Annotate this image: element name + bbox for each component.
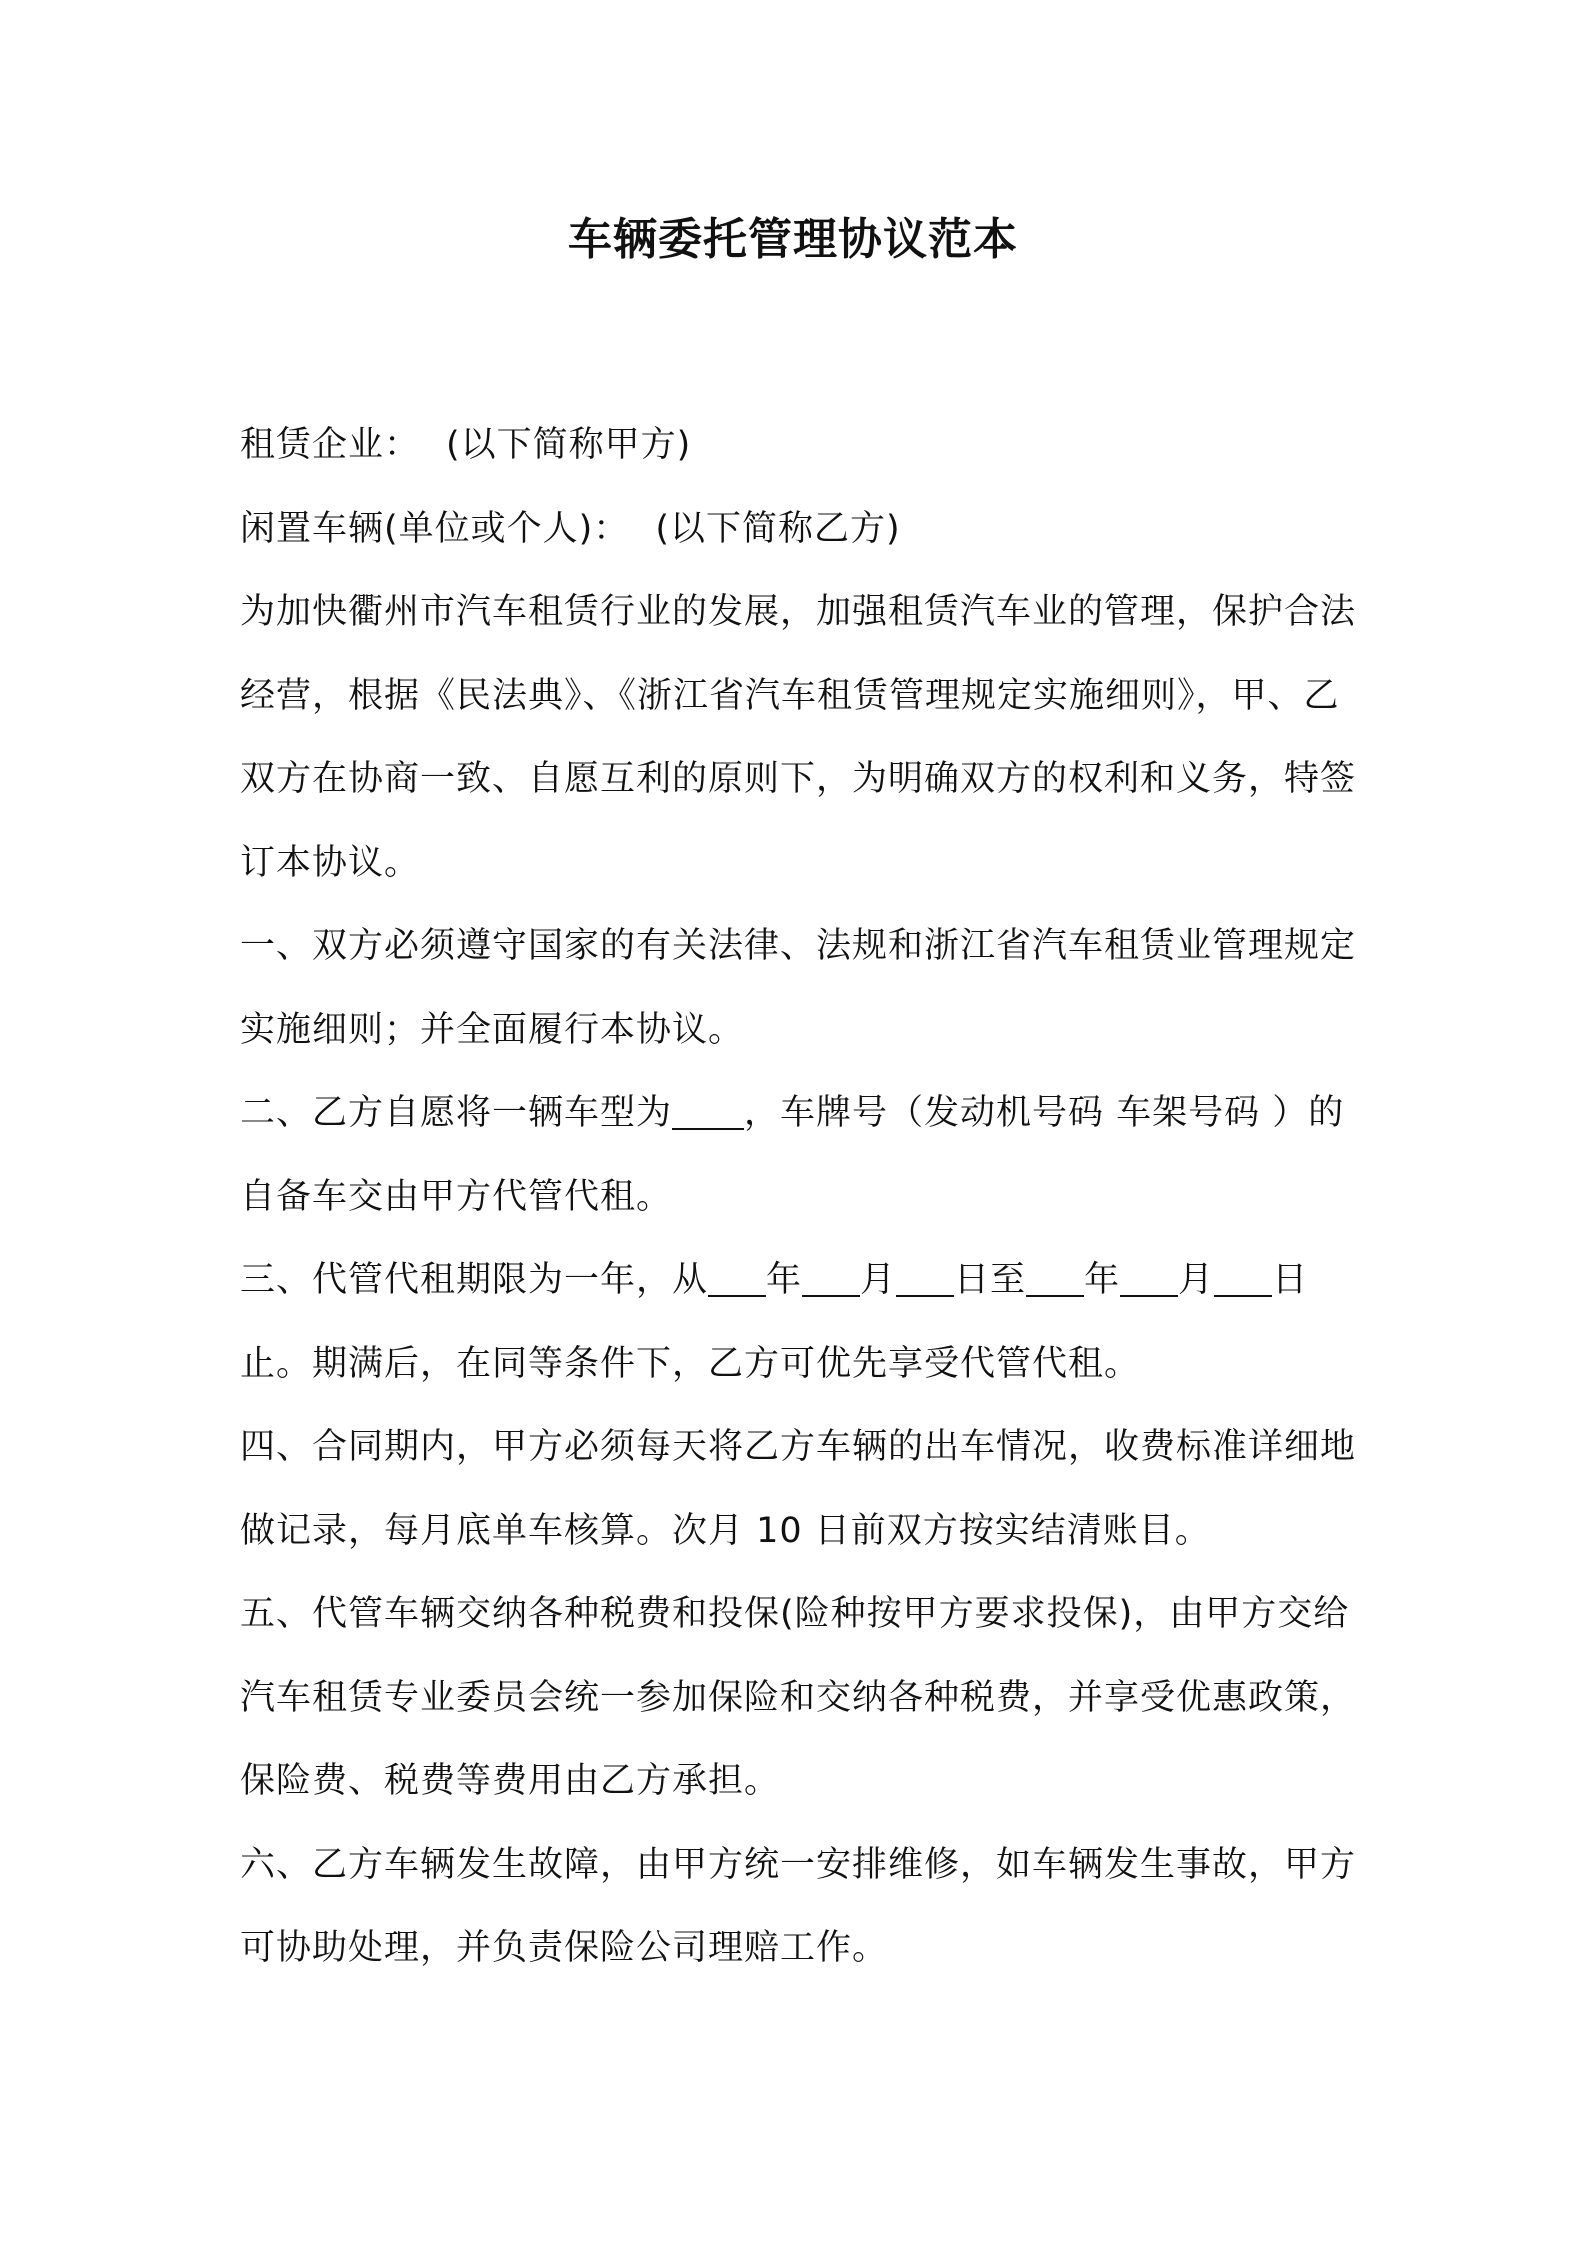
start-month-label: 月 [860,1260,897,1300]
clause-6: 六、乙方车辆发生故障，由甲方统一安排维修，如车辆发生事故，甲方可协助处理，并负责保险公司理赔工作。 [240,1844,1357,1968]
party-a-label: 租赁企业： [240,425,421,465]
preamble-paragraph: 为加快衢州市汽车租赁行业的发展，加强租赁汽车业的管理，保护合法经营，根据《民法典》、《浙江省汽车租赁管理规定实施细则》，甲、乙双方在协商一致、自愿互利的原则下，为明确双方的权利和义务，特签订本协议。 [240,592,1357,883]
clause-3-prefix: 三、代管代租期限为一年，从 [240,1260,709,1300]
start-day-label: 日至 [954,1260,1027,1300]
party-b-label: 闲置车辆(单位或个人)： [240,508,630,549]
vehicle-model-blank[interactable] [672,1094,744,1130]
end-month-blank[interactable] [1120,1261,1178,1297]
clause-2-text-b: ，车牌号（发动机号码 车架号码 ）的自备车交由甲方代管代租。 [240,1093,1345,1217]
end-year-blank[interactable] [1026,1261,1084,1297]
start-year-label: 年 [766,1260,803,1300]
start-month-blank[interactable] [802,1261,860,1297]
party-a-line [240,404,1360,488]
start-year-blank[interactable] [708,1261,766,1297]
party-a-note: (以下简称甲方) [446,425,692,465]
document-body [240,404,1360,1991]
end-year-label: 年 [1084,1260,1121,1300]
end-month-label: 月 [1178,1260,1215,1300]
party-b-note: (以下简称乙方) [655,508,901,549]
start-day-blank[interactable] [896,1261,954,1297]
end-day-label: 日止。 [240,1260,1309,1384]
clause-1: 一、双方必须遵守国家的有关法律、法规和浙江省汽车租赁业管理规定实施细则；并全面履行本协议。 [240,926,1357,1050]
clause-2 [240,1072,1360,1239]
party-b-line [240,488,1360,572]
document-title: 车辆委托管理协议范本 [568,214,1018,265]
clause-3-suffix: 期满后，在同等条件下，乙方可优先享受代管代租。 [312,1343,1141,1384]
clause-4: 四、合同期内，甲方必须每天将乙方车辆的出车情况，收费标准详细地做记录，每月底单车核算。次月 10 日前双方按实结清账目。 [240,1427,1357,1551]
clause-5: 五、代管车辆交纳各种税费和投保(险种按甲方要求投保)，由甲方交给汽车租赁专业委员会统一参加保险和交纳各种税费，并享受优惠政策，保险费、税费等费用由乙方承担。 [240,1594,1357,1801]
clause-2-text-a: 二、乙方自愿将一辆车型为 [240,1093,673,1133]
end-day-blank[interactable] [1214,1261,1272,1297]
clause-3 [240,1239,1360,1406]
